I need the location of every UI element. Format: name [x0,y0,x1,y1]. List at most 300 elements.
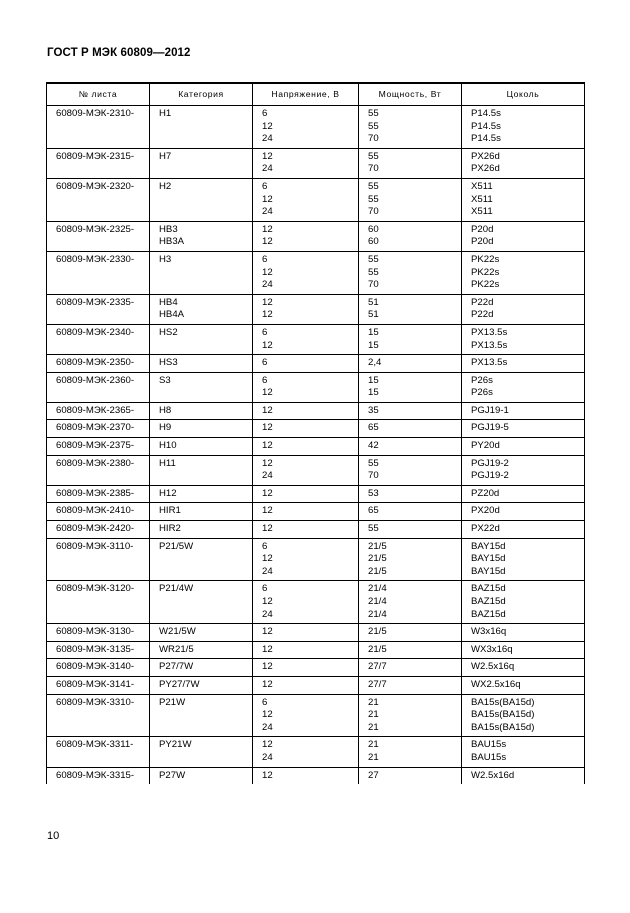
cell-voltage [253,324,359,354]
cell-power-line: 60 [368,236,379,248]
cell-sheet-number: 60809-МЭК-3135- [47,641,150,659]
cell-voltage [253,294,359,324]
cell-voltage-line: 6 [262,696,268,708]
cell-power [359,538,462,581]
cell-voltage [253,641,359,659]
cell-voltage-line: 6 [262,357,268,369]
cell-voltage-line: 12 [262,296,273,308]
table-row [47,485,585,503]
cell-base [462,420,585,438]
cell-voltage-line: 12 [262,739,273,751]
cell-category-line: PY21W [159,739,192,751]
cell-base-line: P14.5s [471,133,501,145]
cell-voltage-line: 24 [262,565,273,577]
cell-power-line: 21/4 [368,583,387,595]
table-row [47,324,585,354]
cell-power [359,659,462,677]
cell-voltage-line: 12 [262,643,273,655]
cell-category [150,148,253,178]
cell-voltage [253,538,359,581]
cell-sheet-number: 60809-МЭК-2370- [47,420,150,438]
cell-base [462,767,585,784]
cell-base [462,659,585,677]
cell-base-line: PGJ19-2 [471,470,509,482]
cell-base-line: P26s [471,387,493,399]
cell-sheet-number: 60809-МЭК-2320- [47,178,150,221]
cell-voltage-line: 12 [262,487,273,499]
cell-power-line: 21/4 [368,596,387,607]
table-row [47,521,585,539]
table-row [47,402,585,420]
cell-voltage [253,676,359,694]
cell-power-line: 51 [368,296,379,308]
cell-power-line: 21 [368,709,379,721]
cell-base [462,324,585,354]
table-body [47,106,585,785]
cell-base [462,221,585,251]
cell-power-line: 53 [368,487,379,499]
cell-power-line: 55 [368,150,379,162]
cell-category [150,420,253,438]
table-header-row [47,83,585,106]
cell-voltage-line: 24 [262,163,273,175]
cell-power-line: 21/5 [368,553,387,565]
cell-category [150,251,253,294]
cell-category [150,767,253,784]
cell-power [359,106,462,149]
cell-category [150,581,253,624]
cell-power-line: 42 [368,440,379,452]
cell-power [359,694,462,737]
cell-voltage-line: 12 [262,223,273,235]
cell-voltage [253,438,359,456]
cell-category-line: PY27/7W [159,678,200,690]
cell-base-line: PX26d [471,150,500,162]
table-row [47,455,585,485]
cell-category [150,221,253,251]
cell-voltage [253,767,359,784]
cell-power [359,251,462,294]
cell-voltage-line: 12 [262,769,273,781]
cell-sheet-number: 60809-МЭК-3315- [47,767,150,784]
table-row [47,420,585,438]
cell-power-line: 70 [368,133,379,145]
cell-category-line: H7 [159,150,172,162]
cell-voltage-line: 12 [262,596,273,607]
cell-base-line: BAZ15d [471,596,506,607]
cell-voltage-line: 12 [262,193,273,205]
cell-power [359,767,462,784]
cell-power [359,402,462,420]
cell-base [462,737,585,767]
cell-category [150,178,253,221]
cell-category [150,355,253,373]
cell-voltage [253,420,359,438]
cell-power-line: 21 [368,751,379,763]
cell-category [150,485,253,503]
cell-voltage [253,221,359,251]
cell-power-line: 21/4 [368,608,387,620]
cell-base-line: PK22s [471,253,500,265]
cell-power-line: 70 [368,470,379,482]
cell-category-line: H9 [159,422,172,434]
table-row [47,251,585,294]
cell-sheet-number: 60809-МЭК-2325- [47,221,150,251]
cell-base-line: PX22d [471,523,500,535]
cell-category [150,503,253,521]
cell-power-line: 21/5 [368,540,387,552]
cell-voltage-line: 6 [262,583,268,595]
cell-base-line: PGJ19-2 [471,457,509,469]
cell-voltage-line: 12 [262,236,273,248]
cell-power-line: 21/5 [368,643,387,655]
cell-base-line: BAY15d [471,540,506,552]
table-row [47,106,585,149]
cell-voltage-line: 6 [262,253,268,265]
cell-power-line: 15 [368,374,379,386]
cell-category-line: P27/7W [159,661,194,673]
cell-sheet-number: 60809-МЭК-2420- [47,521,150,539]
header-base: Цоколь [462,83,585,106]
cell-power [359,503,462,521]
cell-voltage-line: 12 [262,626,273,638]
cell-base-line: P20d [471,223,494,235]
cell-power [359,676,462,694]
cell-voltage [253,503,359,521]
document-header: ГОСТ Р МЭК 60809—2012 [47,47,191,59]
cell-power [359,624,462,642]
cell-base-line: WX3x16q [471,643,513,655]
cell-sheet-number: 60809-МЭК-2360- [47,372,150,402]
cell-power-line: 70 [368,279,379,291]
cell-category [150,372,253,402]
cell-power [359,438,462,456]
cell-category [150,694,253,737]
cell-base [462,251,585,294]
cell-voltage-line: 12 [262,523,273,535]
cell-base-line: BAZ15d [471,608,506,620]
cell-base [462,641,585,659]
cell-base [462,694,585,737]
cell-base-line: PK22s [471,279,500,291]
cell-category-line: P21/5W [159,540,194,552]
cell-voltage [253,455,359,485]
cell-voltage-line: 6 [262,374,268,386]
cell-voltage [253,624,359,642]
table-row [47,148,585,178]
cell-power-line: 55 [368,266,379,278]
cell-base-line: X511 [471,193,493,205]
cell-voltage [253,485,359,503]
cell-base-line: PGJ19-5 [471,422,509,434]
cell-voltage-line: 6 [262,326,268,338]
cell-power [359,455,462,485]
cell-base [462,178,585,221]
header-power: Мощность, Вт [359,83,462,106]
cell-base [462,503,585,521]
cell-base-line: BAY15d [471,565,506,577]
cell-power [359,737,462,767]
cell-power-line: 51 [368,309,379,321]
cell-power [359,355,462,373]
cell-base-line: X511 [471,206,493,218]
cell-base-line: PK22s [471,266,500,278]
cell-base-line: PX13.5s [471,339,508,351]
table-row [47,355,585,373]
cell-base-line: PX13.5s [471,326,508,338]
cell-base [462,402,585,420]
cell-voltage [253,521,359,539]
cell-base-line: BA15s(BA15d) [471,721,535,733]
cell-base [462,294,585,324]
cell-voltage-line: 12 [262,709,273,721]
cell-power-line: 65 [368,505,379,517]
cell-category-line: H10 [159,440,177,452]
cell-sheet-number: 60809-МЭК-3130- [47,624,150,642]
cell-category [150,676,253,694]
cell-voltage [253,737,359,767]
cell-voltage-line: 12 [262,120,273,132]
cell-power-line: 21 [368,739,379,751]
cell-category-line: P21W [159,696,186,708]
cell-power-line: 27/7 [368,661,387,673]
cell-voltage-line: 12 [262,678,273,690]
cell-voltage [253,148,359,178]
cell-category [150,624,253,642]
cell-base-line: BA15s(BA15d) [471,696,535,708]
cell-category [150,641,253,659]
cell-voltage-line: 6 [262,180,268,192]
cell-power-line: 65 [368,422,379,434]
cell-category-line: P21/4W [159,583,194,595]
cell-category-line: H8 [159,404,172,416]
cell-category-line: H12 [159,487,177,499]
cell-voltage [253,581,359,624]
cell-voltage-line: 12 [262,150,273,162]
cell-base-line: X511 [471,180,493,192]
table-row [47,641,585,659]
cell-voltage [253,355,359,373]
cell-category-line: W21/5W [159,626,196,638]
cell-power-line: 27/7 [368,678,387,690]
cell-power-line: 55 [368,120,379,132]
cell-power-line: 15 [368,387,379,399]
cell-base [462,355,585,373]
cell-sheet-number: 60809-МЭК-3141- [47,676,150,694]
table-row [47,503,585,521]
cell-category [150,294,253,324]
cell-base-line: PGJ19-1 [471,404,509,416]
cell-base-line: W2.5x16d [471,769,515,781]
cell-base-line: PZ20d [471,487,500,499]
cell-base-line: P26s [471,374,493,386]
cell-power [359,581,462,624]
cell-category-line: S3 [159,374,171,386]
cell-voltage [253,106,359,149]
table-row [47,676,585,694]
table-row [47,737,585,767]
cell-power-line: 55 [368,193,379,205]
cell-voltage-line: 12 [262,339,273,351]
cell-voltage-line: 6 [262,540,268,552]
cell-base-line: PY20d [471,440,500,452]
cell-base-line: PX20d [471,505,500,517]
cell-sheet-number: 60809-МЭК-2380- [47,455,150,485]
cell-sheet-number: 60809-МЭК-2330- [47,251,150,294]
table-row [47,694,585,737]
cell-voltage [253,402,359,420]
cell-power [359,521,462,539]
cell-sheet-number: 60809-МЭК-2315- [47,148,150,178]
cell-category-line: H1 [159,108,172,119]
cell-base-line: BAU15s [471,751,507,763]
cell-power [359,324,462,354]
cell-voltage-line: 12 [262,387,273,399]
cell-power [359,372,462,402]
cell-sheet-number: 60809-МЭК-2335- [47,294,150,324]
table-row [47,372,585,402]
cell-base-line: W3x16q [471,626,507,638]
table-row [47,624,585,642]
cell-voltage-line: 12 [262,440,273,452]
cell-category-line: P27W [159,769,186,781]
cell-base-line: P14.5s [471,120,501,132]
cell-power-line: 55 [368,108,379,119]
cell-base-line: P22d [471,309,494,321]
cell-voltage-line: 12 [262,457,273,469]
table-row [47,294,585,324]
cell-base [462,455,585,485]
table-row [47,767,585,784]
cell-voltage-line: 24 [262,133,273,145]
cell-power-line: 2,4 [368,357,382,369]
cell-power-line: 60 [368,223,379,235]
header-sheet-number: № листа [47,83,150,106]
cell-category-line: HB4 [159,296,178,308]
cell-base [462,538,585,581]
cell-voltage-line: 24 [262,206,273,218]
cell-base-line: BAY15d [471,553,506,565]
cell-category-line: HB3A [159,236,185,248]
cell-power-line: 15 [368,339,379,351]
table-row [47,538,585,581]
cell-sheet-number: 60809-МЭК-2310- [47,106,150,149]
cell-base-line: BAZ15d [471,583,506,595]
cell-power-line: 21 [368,721,379,733]
lamp-spec-table [46,82,585,784]
cell-sheet-number: 60809-МЭК-2385- [47,485,150,503]
cell-power [359,641,462,659]
cell-voltage [253,178,359,221]
cell-base [462,148,585,178]
cell-base [462,521,585,539]
cell-base-line: WX2.5x16q [471,678,521,690]
cell-category-line: WR21/5 [159,643,194,655]
cell-category-line: HS3 [159,357,178,369]
cell-voltage-line: 24 [262,608,273,620]
cell-power-line: 70 [368,206,379,218]
cell-category-line: HIR2 [159,523,181,535]
cell-voltage-line: 6 [262,108,268,119]
cell-base [462,106,585,149]
cell-power-line: 55 [368,180,379,192]
cell-power-line: 21/5 [368,565,387,577]
table-row [47,221,585,251]
cell-power-line: 55 [368,253,379,265]
table-row [47,178,585,221]
table-row [47,659,585,677]
cell-category [150,324,253,354]
cell-base [462,676,585,694]
page-number: 10 [47,830,60,842]
cell-base [462,581,585,624]
cell-power [359,221,462,251]
cell-base-line: PX26d [471,163,500,175]
cell-voltage-line: 12 [262,553,273,565]
table-row [47,438,585,456]
cell-power-line: 27 [368,769,379,781]
cell-category-line: H3 [159,253,172,265]
cell-category-line: HS2 [159,326,178,338]
cell-category [150,438,253,456]
cell-voltage-line: 24 [262,470,273,482]
cell-power [359,148,462,178]
cell-category [150,659,253,677]
cell-base [462,372,585,402]
cell-sheet-number: 60809-МЭК-2410- [47,503,150,521]
table-row [47,581,585,624]
cell-voltage [253,659,359,677]
cell-voltage [253,372,359,402]
cell-voltage-line: 24 [262,751,273,763]
cell-power [359,485,462,503]
cell-power-line: 21/5 [368,626,387,638]
cell-power-line: 15 [368,326,379,338]
cell-base [462,438,585,456]
cell-sheet-number: 60809-МЭК-2340- [47,324,150,354]
cell-category-line: HB3 [159,223,178,235]
cell-category-line: HIR1 [159,505,181,517]
cell-base-line: P20d [471,236,494,248]
cell-voltage-line: 12 [262,505,273,517]
header-voltage: Напряжение, В [253,83,359,106]
cell-category [150,538,253,581]
header-category: Категория [150,83,253,106]
cell-sheet-number: 60809-МЭК-3140- [47,659,150,677]
cell-sheet-number: 60809-МЭК-2375- [47,438,150,456]
cell-category [150,455,253,485]
cell-voltage-line: 12 [262,661,273,673]
cell-base-line: PX13.5s [471,357,508,369]
cell-category [150,521,253,539]
cell-sheet-number: 60809-МЭК-3120- [47,581,150,624]
cell-sheet-number: 60809-МЭК-2350- [47,355,150,373]
cell-category-line: HB4A [159,309,185,321]
cell-voltage-line: 24 [262,721,273,733]
cell-power-line: 70 [368,163,379,175]
cell-voltage [253,251,359,294]
cell-sheet-number: 60809-МЭК-3311- [47,737,150,767]
cell-voltage-line: 12 [262,404,273,416]
cell-power-line: 21 [368,696,379,708]
cell-power [359,294,462,324]
cell-base-line: BAU15s [471,739,507,751]
cell-voltage-line: 12 [262,266,273,278]
cell-voltage-line: 12 [262,309,273,321]
cell-base-line: P22d [471,296,494,308]
cell-power-line: 55 [368,457,379,469]
cell-base-line: P14.5s [471,108,501,119]
